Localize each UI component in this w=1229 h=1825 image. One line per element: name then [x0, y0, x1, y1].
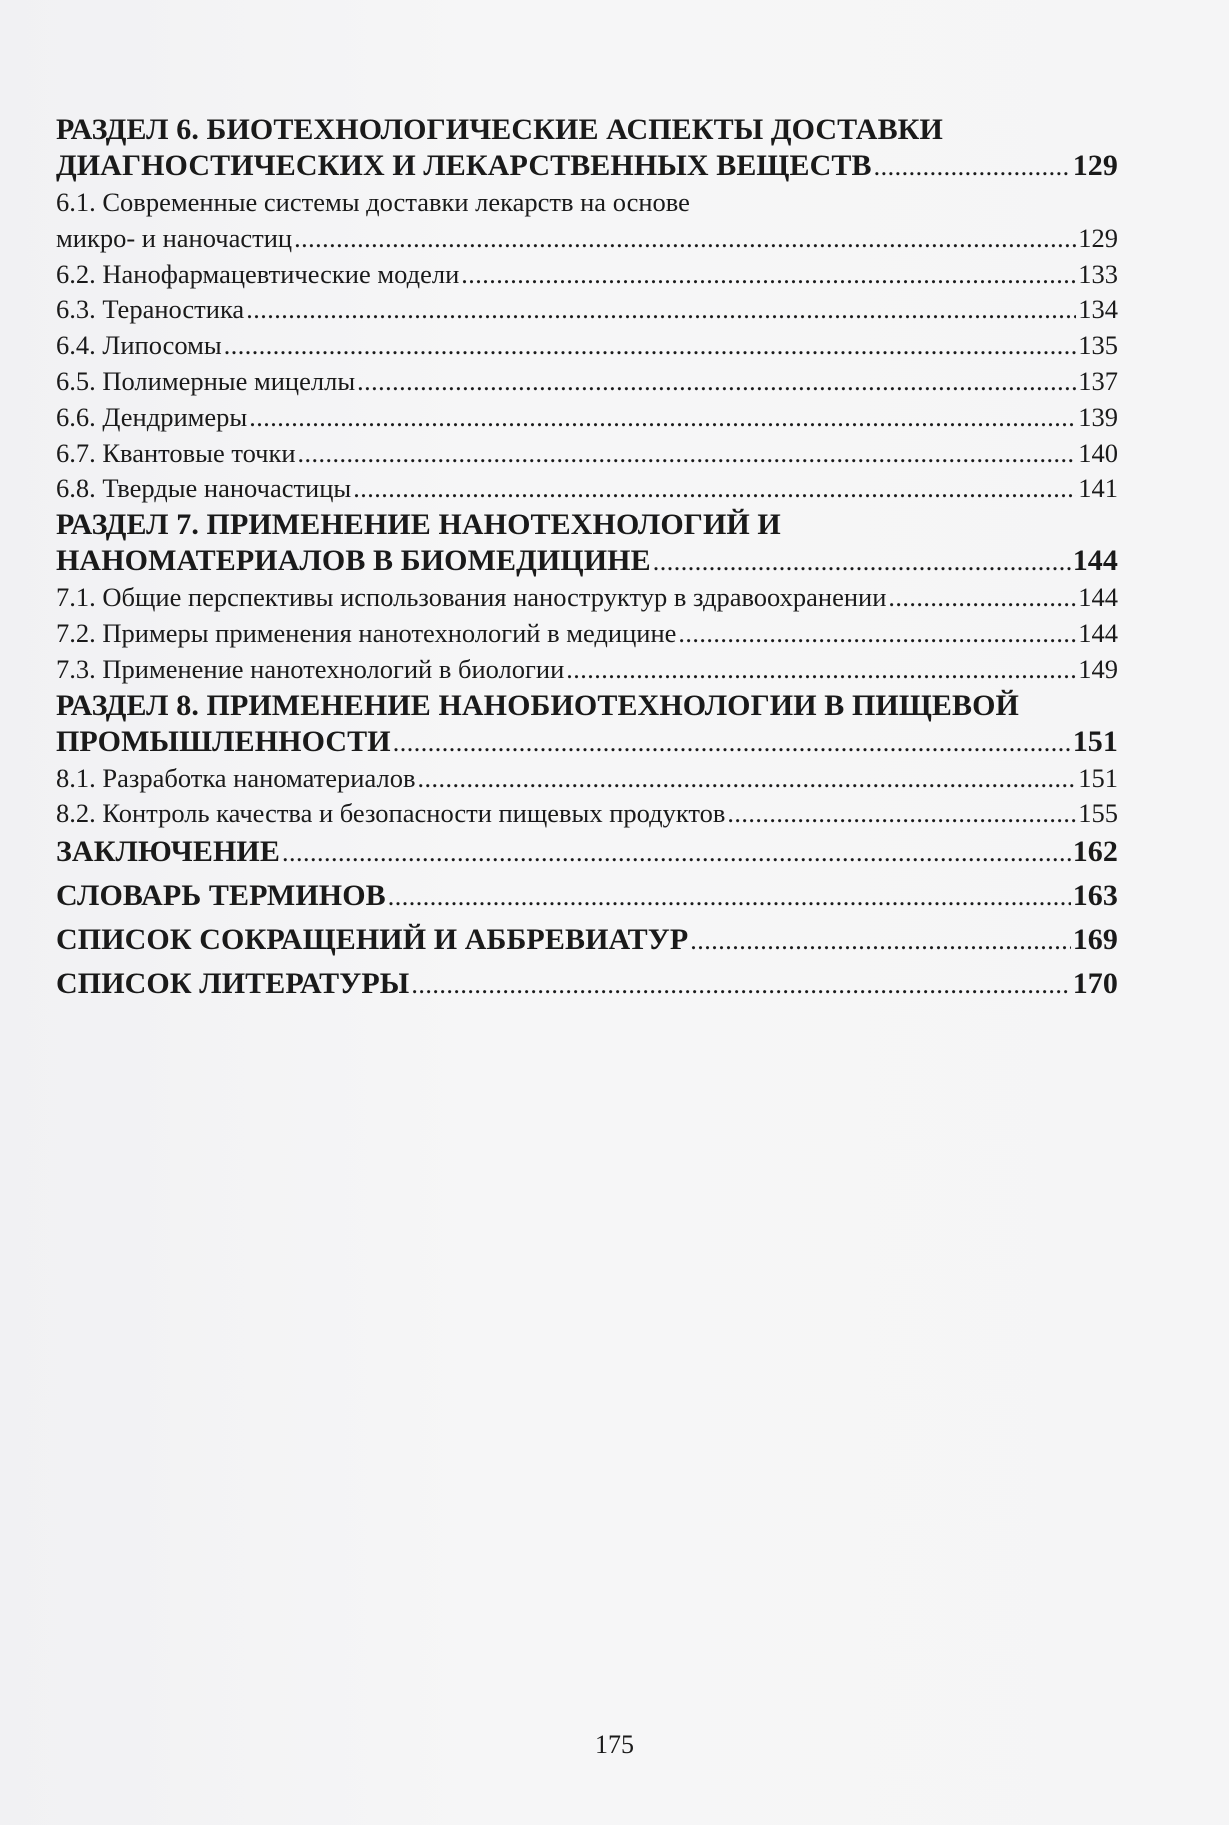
toc-item-6-7: [56, 436, 1118, 472]
toc-item-page: 137: [1078, 365, 1118, 396]
toc-item-label: 6.4. Липосомы: [56, 330, 222, 361]
toc-item-7-1: [56, 580, 1118, 616]
toc-item-page: 155: [1078, 798, 1118, 829]
toc-section-7-title-line1: РАЗДЕЛ 7. ПРИМЕНЕНИЕ НАНОТЕХНОЛОГИЙ И: [56, 508, 781, 542]
toc-glossary: [56, 878, 1118, 915]
toc-item-label: 7.2. Примеры применения нанотехнологий в медицине: [56, 617, 677, 648]
leader-dots: [678, 616, 1076, 652]
toc-item-page: 133: [1078, 258, 1118, 289]
toc-item-6-3: [56, 292, 1118, 328]
toc-item-page: 134: [1078, 294, 1118, 325]
leader-dots: [246, 292, 1076, 328]
leader-dots: [393, 724, 1071, 761]
table-of-contents: [56, 112, 1118, 1003]
toc-item-page: 149: [1078, 653, 1118, 684]
toc-section-6-page: 129: [1072, 149, 1118, 182]
toc-item-6-1: [56, 221, 1118, 257]
toc-item-label: 6.7. Квантовые точки: [56, 437, 296, 468]
toc-item-page: 140: [1078, 437, 1118, 468]
leader-dots: [357, 364, 1076, 400]
toc-item-6-1-line1: 6.1. Современные системы доставки лекарств на основе: [56, 187, 690, 217]
leader-dots: [249, 400, 1076, 436]
toc-item-6-1-line2: микро- и наночастиц: [56, 222, 293, 253]
leader-dots: [874, 148, 1071, 185]
toc-item-7-2: [56, 616, 1118, 652]
toc-item-6-4: [56, 328, 1118, 364]
toc-item-6-8: [56, 471, 1118, 507]
toc-references: [56, 966, 1118, 1003]
toc-item-page: 141: [1078, 473, 1118, 504]
toc-item-label: СЛОВАРЬ ТЕРМИНОВ: [56, 879, 386, 913]
toc-item-8-1: [56, 761, 1118, 797]
toc-item-label: 6.8. Твердые наночастицы: [56, 473, 352, 504]
toc-section-6-title-line1: РАЗДЕЛ 6. БИОТЕХНОЛОГИЧЕСКИЕ АСПЕКТЫ ДОСТАВКИ: [56, 113, 943, 146]
leader-dots: [298, 436, 1077, 472]
toc-section-6: [56, 148, 1118, 185]
toc-item-page: 135: [1078, 330, 1118, 361]
toc-item-page: 139: [1078, 401, 1118, 432]
leader-dots: [224, 328, 1077, 364]
toc-item-label: 8.1. Разработка наноматериалов: [56, 762, 416, 793]
toc-section-7-title-line2: НАНОМАТЕРИАЛОВ В БИОМЕДИЦИНЕ: [56, 544, 651, 578]
toc-section-6-title-line2: ДИАГНОСТИЧЕСКИХ И ЛЕКАРСТВЕННЫХ ВЕЩЕСТВ: [56, 149, 872, 182]
toc-item-label: СПИСОК ЛИТЕРАТУРЫ: [56, 967, 410, 1001]
toc-section-7: [56, 543, 1118, 580]
toc-item-page: 163: [1072, 879, 1118, 913]
toc-section-7-page: 144: [1072, 544, 1118, 578]
page-number: 175: [595, 1730, 634, 1759]
leader-dots: [461, 257, 1076, 293]
toc-item-label: 6.3. Тераностика: [56, 294, 245, 325]
toc-item-6-6: [56, 400, 1118, 436]
leader-dots: [294, 221, 1076, 257]
toc-item-label: 6.2. Нанофармацевтические модели: [56, 258, 460, 289]
toc-item-6-1-page: 129: [1078, 222, 1118, 253]
toc-conclusion: [56, 834, 1118, 871]
toc-item-page: 151: [1078, 762, 1118, 793]
toc-item-label: 7.1. Общие перспективы использования наноструктур в здравоохранении: [56, 582, 887, 613]
leader-dots: [388, 878, 1071, 915]
leader-dots: [727, 796, 1076, 832]
toc-section-8: [56, 724, 1118, 761]
toc-section-8-title-line1: РАЗДЕЛ 8. ПРИМЕНЕНИЕ НАНОБИОТЕХНОЛОГИИ В ПИЩЕВОЙ: [56, 688, 1019, 722]
toc-item-label: СПИСОК СОКРАЩЕНИЙ И АББРЕВИАТУР: [56, 923, 689, 957]
toc-item-7-3: [56, 652, 1118, 688]
toc-item-page: 170: [1072, 967, 1118, 1001]
leader-dots: [411, 966, 1070, 1003]
leader-dots: [353, 471, 1076, 507]
toc-item-8-2: [56, 796, 1118, 832]
toc-item-label: ЗАКЛЮЧЕНИЕ: [56, 835, 280, 869]
toc-item-label: 7.3. Применение нанотехнологий в биологии: [56, 653, 565, 684]
toc-item-page: 169: [1072, 923, 1118, 957]
toc-item-6-2: [56, 257, 1118, 293]
leader-dots: [888, 580, 1076, 616]
toc-item-page: 144: [1078, 617, 1118, 648]
toc-item-page: 162: [1072, 835, 1118, 869]
toc-section-8-page: 151: [1072, 724, 1118, 758]
toc-abbreviations: [56, 922, 1118, 959]
leader-dots: [690, 922, 1070, 959]
toc-item-6-5: [56, 364, 1118, 400]
leader-dots: [282, 834, 1071, 871]
toc-item-page: 144: [1078, 582, 1118, 613]
leader-dots: [417, 761, 1076, 797]
toc-item-label: 8.2. Контроль качества и безопасности пищевых продуктов: [56, 798, 726, 829]
toc-section-8-title-line2: ПРОМЫШЛЕННОСТИ: [56, 724, 391, 758]
leader-dots: [653, 543, 1071, 580]
toc-item-label: 6.5. Полимерные мицеллы: [56, 365, 356, 396]
leader-dots: [566, 652, 1076, 688]
toc-item-label: 6.6. Дендримеры: [56, 401, 248, 432]
